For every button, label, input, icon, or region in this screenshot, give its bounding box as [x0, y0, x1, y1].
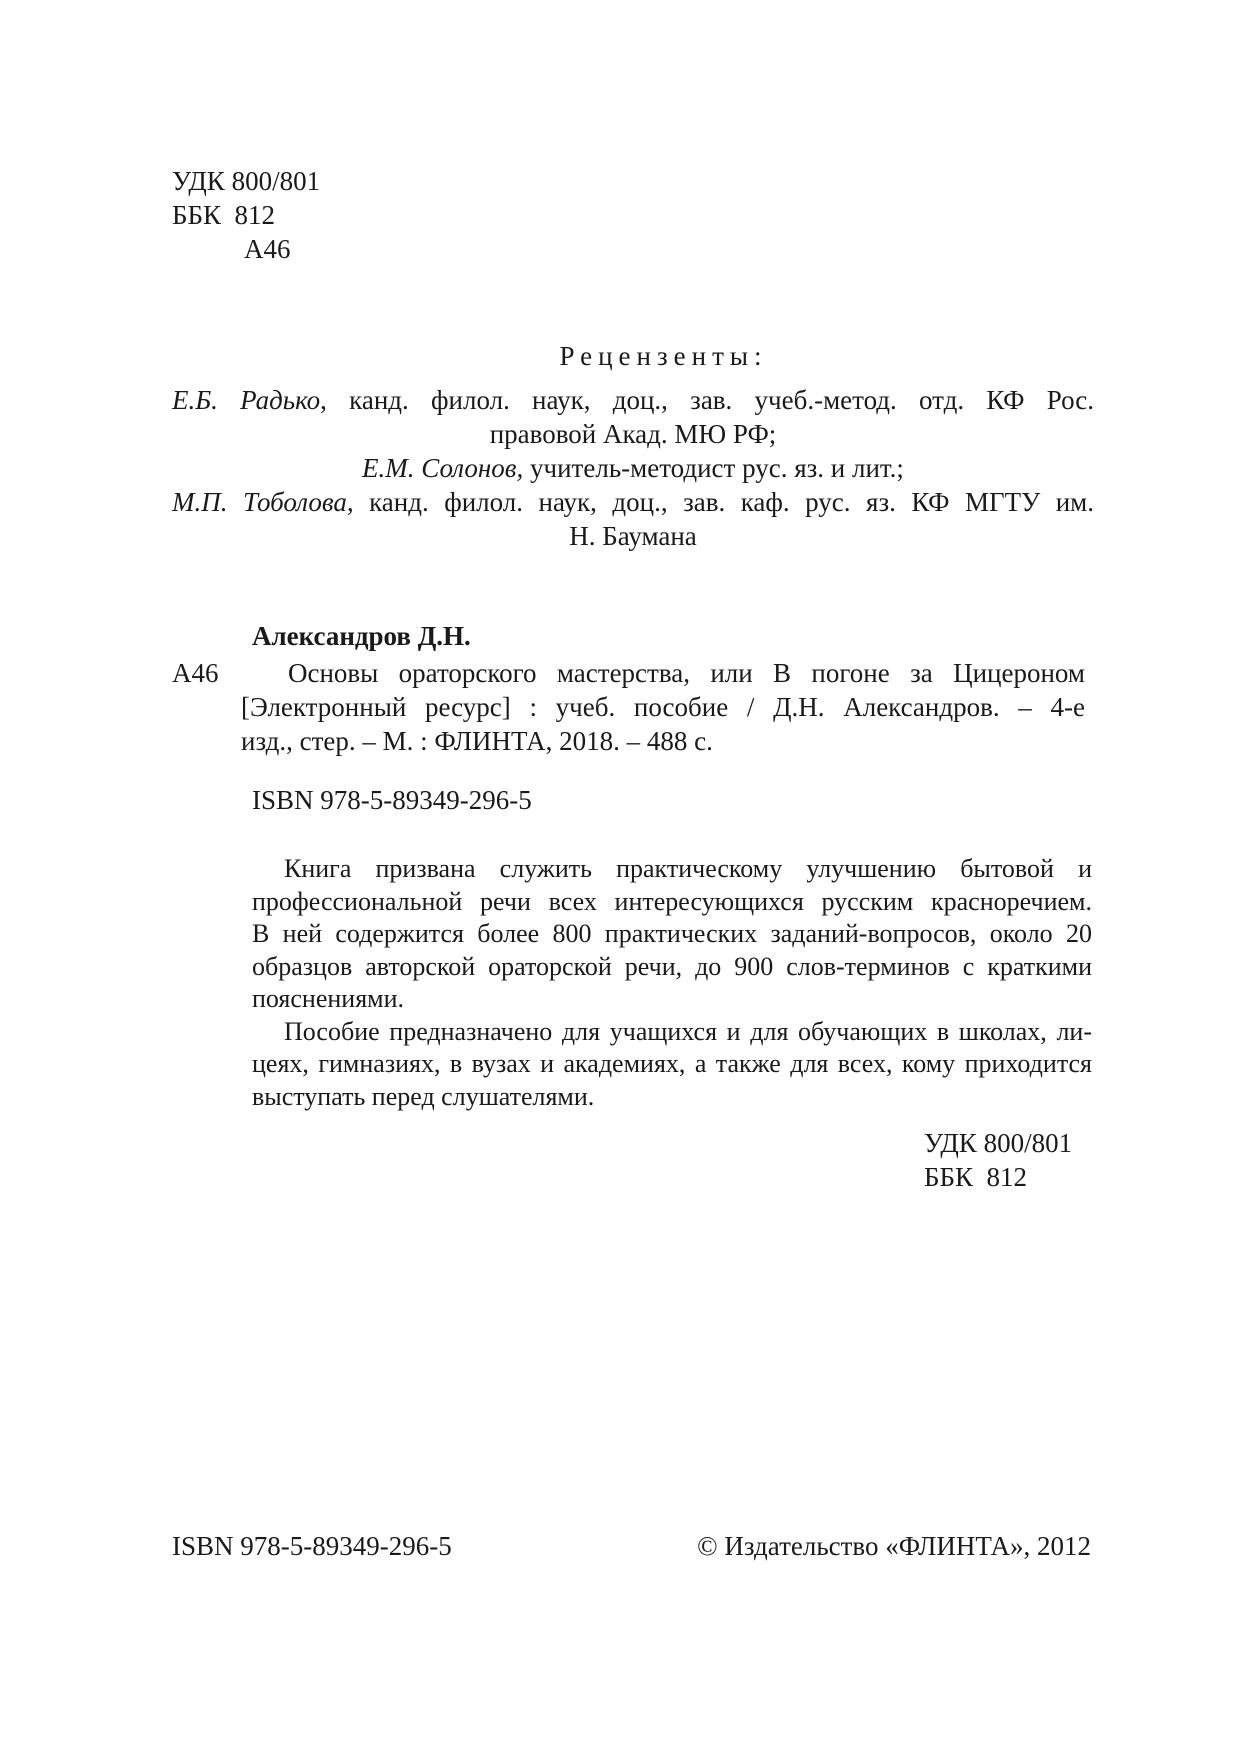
bottom-classification — [924, 1127, 1072, 1195]
reviewer-2-line — [172, 452, 1094, 486]
annotation-p2-line-1: Пособие предназначено для учащихся и для обучающих в школах, ли- — [284, 1016, 1092, 1046]
reviewer-1-name: Е.Б. Радько — [172, 385, 321, 415]
footer-copyright: © Издательство «ФЛИНТА», 2012 — [697, 1531, 1091, 1561]
reviewers-heading: Рецензенты: — [559, 341, 768, 371]
reviewer-3-name: М.П. Тоболова, — [172, 487, 354, 517]
annotation-p1-line-2: профессиональной речи всех интересующихся русским красноречием. — [252, 886, 1092, 916]
reviewers-list — [172, 384, 1094, 554]
annotation-p2-line-3: выступать перед слушателями. — [252, 1081, 595, 1111]
author-mark: А46 — [244, 233, 291, 264]
footer-isbn: ISBN 978-5-89349-296-5 — [172, 1531, 452, 1561]
bottom-udk-code: УДК 800/801 — [924, 1128, 1073, 1158]
udk-code: УДК 800/801 — [172, 166, 321, 196]
reviewer-3-continuation: Н. Баумана — [569, 521, 697, 551]
annotation-p1-line-5: пояснениями. — [252, 984, 405, 1013]
bottom-bbk-code: ББК 812 — [924, 1161, 1028, 1192]
annotation-p1-line-1: Книга призвана служить практическому улучшению бытовой и — [284, 854, 1092, 883]
reviewer-1-line — [172, 384, 1094, 418]
reviewer-1-text: , канд. филол. наук, доц., зав. учеб.-метод. отд. КФ Рос. — [320, 385, 1094, 415]
annotation-p1-line-4: образцов авторской ораторской речи, до 900 слов-терминов с краткими — [252, 951, 1092, 981]
reviewer-1-continuation: правовой Акад. МЮ РФ; — [489, 419, 777, 449]
bibliographic-description — [241, 657, 1085, 759]
reviewer-3-line — [172, 486, 1094, 520]
reviewer-3-text: канд. филол. наук, доц., зав. каф. рус. яз. КФ МГТУ им. — [353, 487, 1094, 517]
record-author-mark: А46 — [172, 658, 219, 688]
annotation-p1-line-3: В ней содержится более 800 практических заданий-вопросов, около 20 — [252, 919, 1092, 948]
top-classification — [172, 165, 320, 266]
annotation-p2-line-2: цеях, гимназиях, в вузах и академиях, а также для всех, кому приходится — [252, 1049, 1092, 1078]
bbk-code: ББК 812 — [172, 199, 276, 230]
record-isbn: ISBN 978-5-89349-296-5 — [252, 785, 532, 815]
bib-line-1: Основы ораторского мастерства, или В погоне за Цицероном — [288, 658, 1085, 688]
reviewers-heading-block — [0, 340, 1241, 374]
reviewer-2-name: Е.М. Солонов, — [362, 453, 524, 483]
reviewer-2-text: учитель-методист рус. яз. и лит.; — [523, 453, 904, 483]
bib-line-2: [Электронный ресурс] : учеб. пособие / Д.Н. Александров. – 4-е — [241, 692, 1085, 722]
annotation — [252, 853, 1092, 1113]
record-author: Александров Д.Н. — [252, 621, 471, 651]
bib-line-3: изд., стер. – М. : ФЛИНТА, 2018. – 488 с. — [241, 726, 713, 756]
